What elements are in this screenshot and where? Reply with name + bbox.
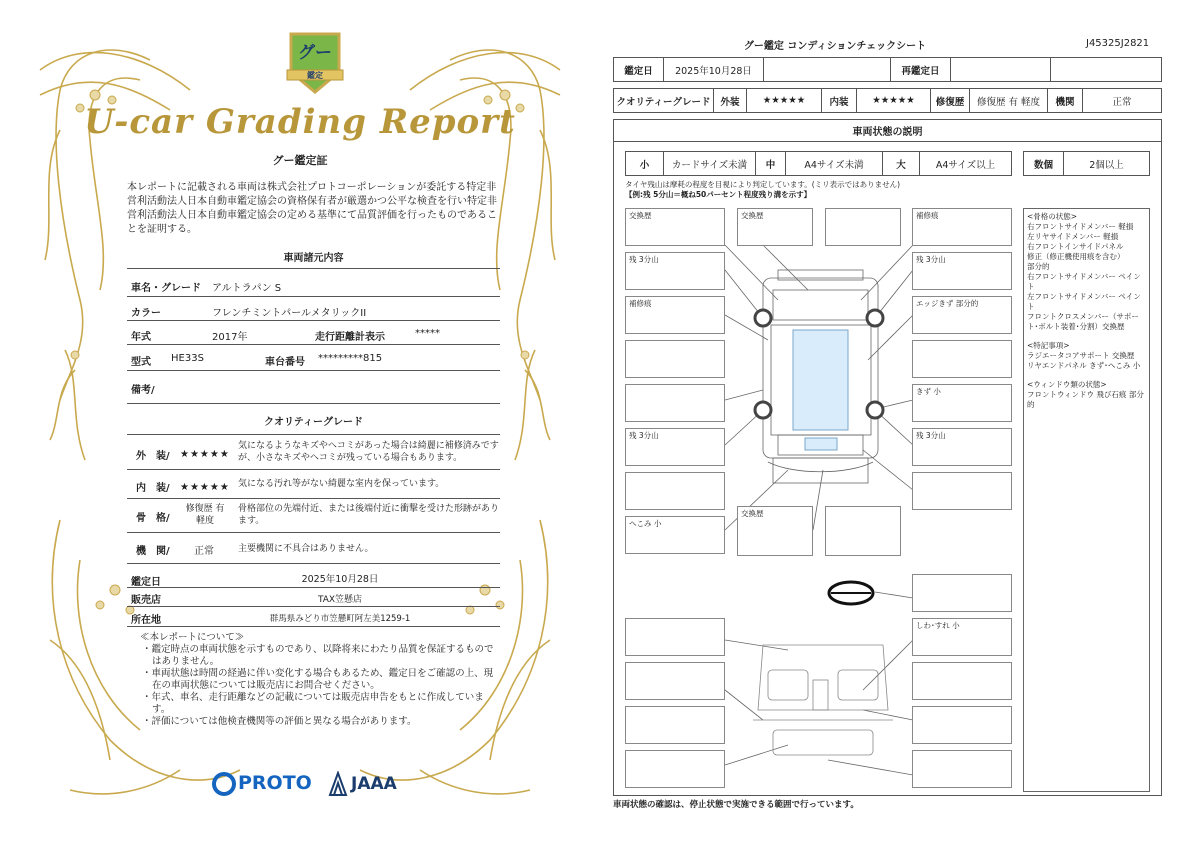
repair-history-value: 修復歴 有 軽度 — [970, 89, 1048, 112]
condition-box: しわ･すれ 小 — [912, 618, 1012, 656]
condition-box: 補修痕 — [912, 208, 1012, 246]
frame-item: 右フロントサイドメンバー 軽損 — [1027, 222, 1134, 231]
quality-interior-label: 内 装/ — [136, 483, 170, 494]
tire-example: 【例:残 5分山＝概ね50パーセント程度残り溝を示す】 — [625, 190, 812, 199]
color-value: フレンチミントパールメタリックII — [212, 308, 367, 319]
condition-box: へこみ 小 — [625, 516, 725, 554]
footer-logos — [212, 768, 412, 802]
size-legend — [625, 151, 1012, 176]
count-desc: 2個以上 — [1089, 159, 1124, 171]
size-large-desc: A4サイズ以上 — [935, 159, 996, 171]
condition-heading: 車両状態の説明 — [614, 120, 1161, 142]
condition-box — [625, 472, 725, 510]
frame-title: <骨格の状態> — [1027, 212, 1078, 221]
condition-box — [625, 384, 725, 422]
proto-logo-text: PROTO — [238, 772, 312, 794]
goo-appraisal-badge — [285, 30, 345, 96]
quality-interior-value: ★★★★★ — [180, 482, 230, 493]
window-item: フロントウィンドウ 飛び石痕 部分的 — [1027, 390, 1144, 409]
condition-box — [912, 706, 1012, 744]
interior-stars: ★★★★★ — [857, 89, 931, 112]
color-label: カラー — [131, 308, 161, 319]
badge-bottom-text: 鑑定 — [307, 71, 323, 80]
steering-wheel-icon — [829, 582, 873, 604]
sheet-title: グー鑑定 コンディションチェックシート — [743, 41, 927, 52]
window-title: <ウィンドウ類の状態> — [1027, 380, 1107, 389]
note-item: ・年式、車名、走行距離などの記載については販売店申告をもとに作成しています。 — [142, 692, 484, 715]
condition-box — [912, 472, 1012, 510]
condition-box — [625, 750, 725, 788]
condition-box: 交換歴 — [625, 208, 725, 246]
quality-interior-desc: 気になる汚れ等がない綺麗な室内を保っています。 — [238, 479, 445, 489]
quality-heading: クオリティーグレード — [264, 417, 363, 428]
model-label: 型式 — [131, 357, 151, 368]
frame-item: 部分的 — [1027, 262, 1050, 271]
repair-history-label: 修復歴 — [931, 89, 970, 112]
frame-item: フロントクロスメンバー（サポート･ボルト装着･分割）交換歴 — [1027, 312, 1139, 331]
special-title: <特記事項> — [1027, 341, 1070, 350]
count-label: 数個 — [1024, 152, 1064, 175]
car-name-value: アルトラパン S — [212, 283, 282, 294]
engine-value: 正常 — [1112, 96, 1132, 108]
frame-item: 右フロントインサイドパネル — [1027, 242, 1124, 251]
size-medium: 中 — [756, 152, 786, 175]
interior-label: 内装 — [822, 89, 857, 112]
condition-box — [625, 706, 725, 744]
exterior-stars: ★★★★★ — [747, 89, 822, 112]
note-item: ・車両状態は時間の経過に伴い変化する場合もあるため、鑑定日をご確認の上、現在の車両状態については販売店にお問合せください。 — [142, 668, 494, 691]
size-large: 大 — [883, 152, 920, 175]
quality-frame-value: 修復歴 有 軽度 — [185, 504, 225, 526]
condition-box — [825, 506, 901, 556]
frame-item: 右フロントサイドメンバー ペイント — [1027, 272, 1141, 291]
date-row — [613, 57, 1162, 82]
frame-item: 左リヤサイドメンバー 軽損 — [1027, 232, 1119, 241]
remarks-label: 備考/ — [131, 385, 155, 396]
condition-remarks — [1023, 208, 1150, 792]
chassis-label: 車台番号 — [265, 357, 305, 368]
date-value: 2025年10月28日 — [664, 58, 764, 81]
proto-logo-icon — [212, 772, 236, 796]
jaaa-logo-text: JAAA — [351, 774, 397, 794]
condition-box: 補修痕 — [625, 296, 725, 334]
condition-box: 残 3分山 — [912, 428, 1012, 466]
frame-item: 修正（修正機使用痕を含む） — [1027, 252, 1125, 261]
appraisal-date-label: 鑑定日 — [131, 577, 161, 588]
spec-heading: 車両諸元内容 — [283, 253, 344, 264]
condition-box: 残 3分山 — [625, 252, 725, 290]
condition-box: 残 3分山 — [625, 428, 725, 466]
jaaa-logo-icon — [328, 771, 348, 797]
quality-exterior-label: 外 装/ — [136, 451, 170, 462]
condition-box — [825, 208, 901, 246]
address-label: 所在地 — [131, 615, 161, 626]
dealer-label: 販売店 — [131, 595, 161, 606]
date-label: 鑑定日 — [614, 58, 664, 81]
condition-box: 残 3分山 — [912, 252, 1012, 290]
quality-engine-label: 機 関/ — [136, 546, 170, 557]
note-item: ・評価については他検査機関等の評価と異なる場合があります。 — [142, 716, 417, 727]
condition-box: 交換歴 — [737, 506, 813, 556]
report-notes — [140, 632, 500, 728]
condition-box — [912, 750, 1012, 788]
year-value: 2017年 — [212, 332, 248, 343]
reappraisal-label: 再鑑定日 — [891, 58, 951, 81]
condition-box — [912, 662, 1012, 700]
notes-title: ≪本レポートについて≫ — [140, 632, 245, 643]
note-item: ・鑑定時点の車両状態を示すものであり、以降将来にわたり品質を保証するものではありません。 — [142, 644, 494, 667]
condition-box: エッジきず 部分的 — [912, 296, 1012, 334]
condition-box — [625, 340, 725, 378]
quality-frame-label: 骨 格/ — [136, 513, 170, 524]
quality-engine-value: 正常 — [194, 546, 214, 557]
condition-box — [625, 662, 725, 700]
quality-engine-desc: 主要機関に不具合はありません。 — [238, 544, 374, 554]
special-item: リヤエンドパネル きず･へこみ 小 — [1027, 361, 1141, 370]
badge-top-text: グー — [298, 43, 332, 63]
quality-exterior-desc: 気になるようなキズやヘコミがあった場合は綺麗に補修済みですが、小さなキズやヘコミが残っている場合もあります。 — [238, 441, 499, 463]
quality-exterior-value: ★★★★★ — [180, 449, 230, 460]
appraisal-date-value: 2025年10月28日 — [301, 574, 379, 585]
certificate-heading: グー鑑定証 — [272, 154, 328, 167]
mileage-label: 走行距離計表示 — [315, 332, 385, 343]
exterior-label: 外装 — [714, 89, 747, 112]
condition-box — [625, 618, 725, 656]
size-medium-desc: A4サイズ未満 — [786, 152, 883, 175]
tire-note: タイヤ残山は摩耗の程度を目視により判定しています。(ミリ表示ではありません) — [625, 180, 901, 189]
quality-frame-desc: 骨格部位の先端付近、または後端付近に衝撃を受けた形跡があります。 — [238, 504, 500, 526]
grade-row — [613, 88, 1162, 113]
quality-grade-label: クオリティーグレード — [614, 89, 714, 112]
reappraisal-value — [951, 58, 1051, 81]
footer-note: 車両状態の確認は、停止状態で実施できる範囲で行っています。 — [613, 800, 859, 810]
report-title: U-car Grading Report — [84, 102, 516, 142]
document-id: J45325J2821 — [1086, 38, 1150, 49]
year-label: 年式 — [131, 332, 151, 343]
certificate-intro: 本レポートに記載される車両は株式会社プロトコーポレーションが委託する特定非営利活動法人日本自動車鑑定協会の資格保有者が厳選かつ公平な検査を行い特定非営利活動法人日本自動車鑑定協会の定める基準にて品質評価を行ったものであることを証明する。 — [127, 182, 497, 235]
condition-box: 交換歴 — [737, 208, 813, 246]
dealer-value: TAX笠懸店 — [317, 595, 363, 605]
mileage-value: ***** — [415, 328, 440, 339]
engine-label: 機関 — [1048, 89, 1083, 112]
chassis-value: *********815 — [318, 353, 383, 364]
special-item: ラジエータコアサポート 交換歴 — [1027, 351, 1135, 360]
condition-box — [912, 574, 1012, 612]
count-legend — [1023, 151, 1150, 176]
size-small-desc: カードサイズ未満 — [664, 152, 756, 175]
condition-box: きず 小 — [912, 384, 1012, 422]
address-value: 群馬県みどり市笠懸町阿左美1259-1 — [269, 614, 411, 624]
frame-item: 左フロントサイドメンバー ペイント — [1027, 292, 1141, 311]
condition-box — [912, 340, 1012, 378]
car-name-label: 車名・グレード — [131, 283, 201, 294]
size-small: 小 — [626, 152, 664, 175]
model-value: HE33S — [171, 353, 204, 364]
